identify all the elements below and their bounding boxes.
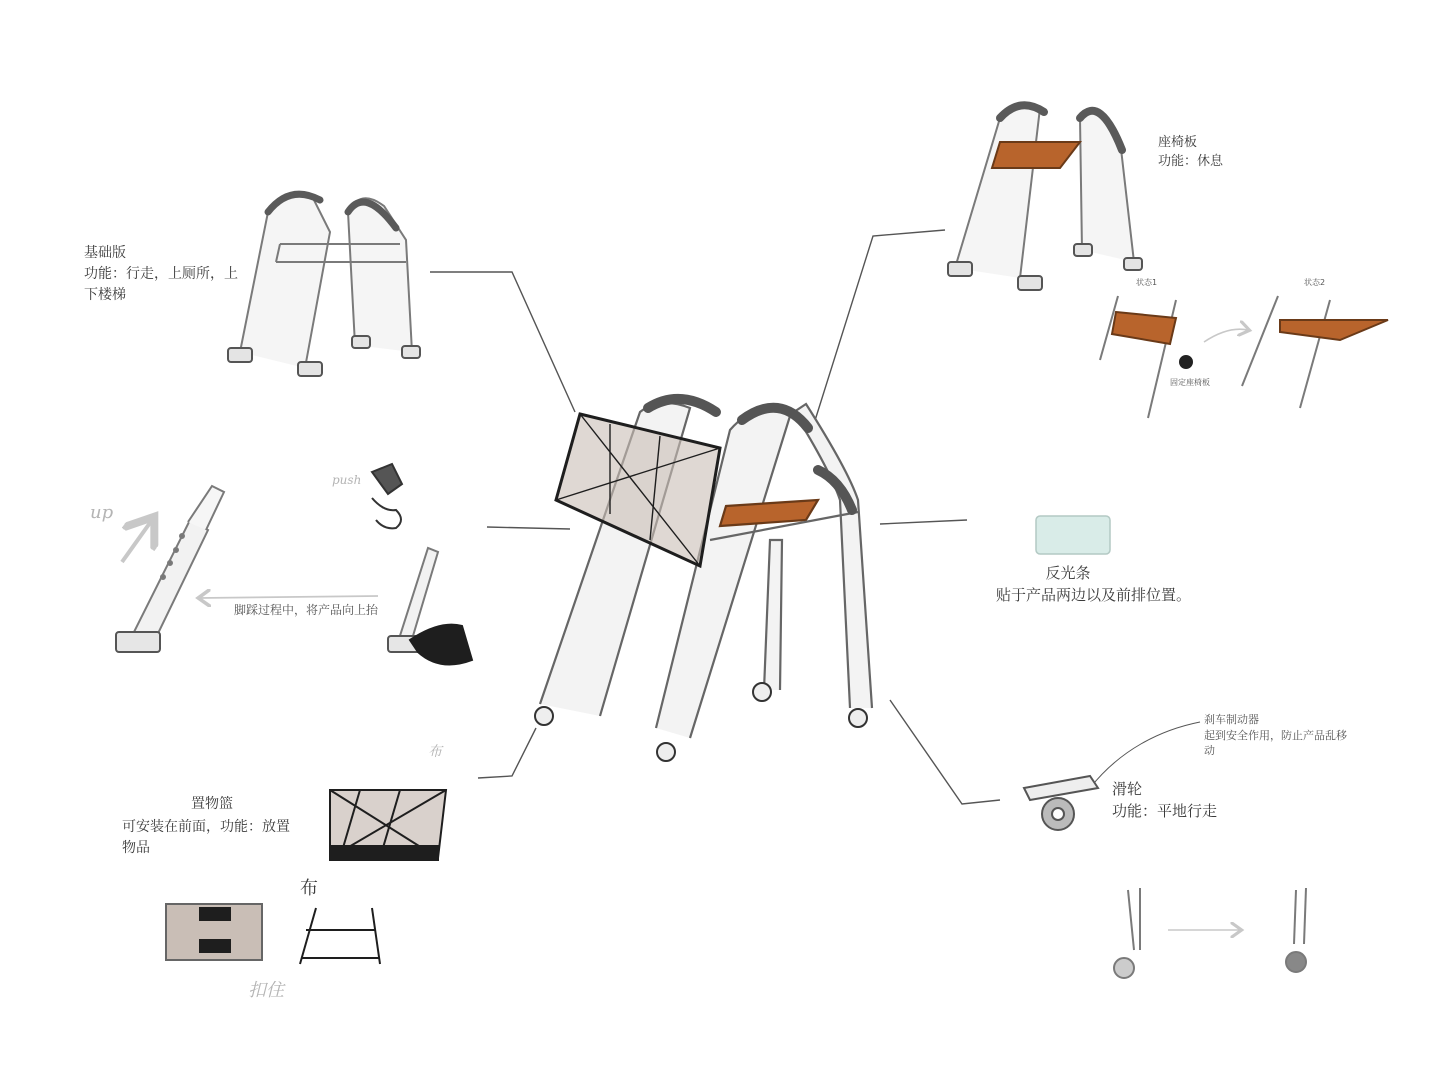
brake-title: 刹车制动器: [1204, 713, 1259, 726]
seat-title: 座椅板: [1158, 135, 1198, 150]
seat-state1-illustration: [1100, 296, 1192, 418]
seat-fix-label: 固定座椅板: [1170, 378, 1210, 387]
basic-rear-right-leg: [348, 198, 412, 352]
leader-basic: [430, 272, 575, 412]
seat-state1-label: 状态1: [1136, 278, 1158, 287]
basket-line2: 物品: [122, 840, 150, 856]
seat-state2-label: 状态2: [1304, 278, 1326, 287]
leader-brake: [1090, 722, 1200, 788]
basket-cloth-label-2: 布: [300, 878, 318, 899]
main-walker-illustration: [535, 399, 872, 761]
leader-reflector: [880, 520, 967, 524]
basket-illustration: [330, 790, 446, 860]
height-adjust-illustration: [116, 486, 224, 652]
basket-title: 置物篮: [191, 796, 233, 812]
basket-buckle-label: 扣住: [248, 980, 284, 1001]
basket-line1: 可安装在前面，功能：放置: [122, 819, 290, 835]
process-arrow: [200, 596, 378, 598]
basic-line1: 功能：行走，上厕所，上: [84, 266, 238, 282]
caster-wheel-illustration: [1024, 776, 1098, 830]
push-label: push: [332, 473, 362, 487]
main-right-rear-leg: [764, 540, 782, 690]
reflector-strip: [1036, 516, 1110, 554]
main-right-front-leg: [794, 404, 872, 708]
brake-line1: 起到安全作用，防止产品乱移: [1204, 729, 1347, 742]
leader-basket: [478, 728, 536, 778]
wheel-title: 滑轮: [1112, 780, 1143, 798]
basic-line2: 下楼梯: [84, 287, 126, 303]
seat-board: [992, 142, 1080, 168]
foot-step-illustration: [372, 464, 472, 665]
seat-function: 功能：休息: [1158, 154, 1224, 169]
leader-wheel: [890, 700, 1000, 804]
basket-cloth-label-1: 布: [428, 744, 442, 760]
basic-title: 基础版: [84, 245, 126, 261]
brake-line2: 动: [1204, 744, 1215, 757]
reflector-title: 反光条: [1045, 564, 1091, 582]
basic-rear-left-leg: [240, 193, 330, 368]
foot-shape: [410, 625, 472, 665]
up-arrow: [122, 520, 152, 562]
wheel-function: 功能：平地行走: [1112, 802, 1218, 820]
brake-sequence-illustration: [1114, 888, 1306, 978]
pointing-hand: [372, 464, 402, 494]
basic-walker-illustration: [228, 193, 420, 376]
reflector-desc: 贴于产品两边以及前排位置。: [996, 586, 1192, 604]
up-label: up: [90, 502, 114, 523]
height-caption: 脚踩过程中，将产品向上抬: [234, 603, 379, 617]
seat-walker-illustration: [948, 105, 1142, 290]
seat-state-arrow: [1204, 329, 1248, 342]
basket-buckle-illustration: [166, 904, 380, 964]
leader-height: [487, 527, 570, 529]
leader-seat: [812, 230, 945, 430]
seat-state2-illustration: [1242, 296, 1388, 408]
